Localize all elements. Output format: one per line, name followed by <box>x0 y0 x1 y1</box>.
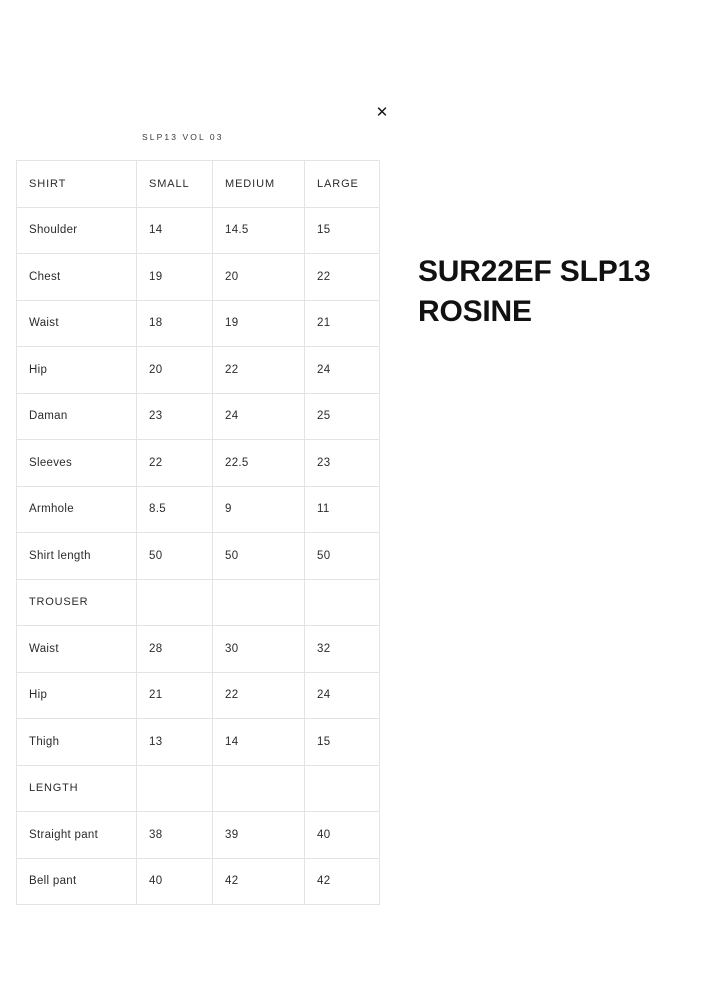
measurement-value: 40 <box>305 812 380 859</box>
table-body <box>17 207 380 905</box>
table-row <box>17 858 380 905</box>
table-row <box>17 300 380 347</box>
column-header-medium: MEDIUM <box>213 161 305 208</box>
measurement-value: 14.5 <box>213 207 305 254</box>
row-label: Shirt length <box>17 533 137 580</box>
measurement-value: 24 <box>213 393 305 440</box>
table-row <box>17 579 380 626</box>
page-title: SUR22EF SLP13 ROSINE <box>418 255 651 328</box>
measurement-value: 13 <box>137 719 213 766</box>
measurement-value: 21 <box>305 300 380 347</box>
measurement-value: 30 <box>213 626 305 673</box>
table-row <box>17 347 380 394</box>
measurement-value: 22.5 <box>213 440 305 487</box>
row-label: LENGTH <box>17 765 137 812</box>
measurement-value: 22 <box>137 440 213 487</box>
measurement-value: 50 <box>213 533 305 580</box>
measurement-value: 8.5 <box>137 486 213 533</box>
measurement-value: 20 <box>137 347 213 394</box>
row-label: Waist <box>17 300 137 347</box>
measurement-value <box>213 765 305 812</box>
measurement-value: 42 <box>305 858 380 905</box>
measurement-value: 14 <box>213 719 305 766</box>
table-row <box>17 533 380 580</box>
table-row <box>17 207 380 254</box>
table-header-row <box>17 161 380 208</box>
table-row <box>17 626 380 673</box>
row-label: Chest <box>17 254 137 301</box>
measurement-value: 32 <box>305 626 380 673</box>
measurement-value: 23 <box>137 393 213 440</box>
row-label: Hip <box>17 672 137 719</box>
row-label: Sleeves <box>17 440 137 487</box>
table-row <box>17 440 380 487</box>
measurement-value: 40 <box>137 858 213 905</box>
size-chart-table <box>16 160 380 905</box>
row-label: Thigh <box>17 719 137 766</box>
measurement-value: 50 <box>137 533 213 580</box>
measurement-value <box>305 765 380 812</box>
row-label: TROUSER <box>17 579 137 626</box>
measurement-value: 39 <box>213 812 305 859</box>
measurement-value: 9 <box>213 486 305 533</box>
measurement-value: 22 <box>305 254 380 301</box>
measurement-value: 22 <box>213 672 305 719</box>
table-row <box>17 393 380 440</box>
measurement-value <box>137 765 213 812</box>
measurement-value: 38 <box>137 812 213 859</box>
table-row <box>17 672 380 719</box>
row-label: Armhole <box>17 486 137 533</box>
measurement-value: 20 <box>213 254 305 301</box>
measurement-value: 28 <box>137 626 213 673</box>
measurement-value <box>213 579 305 626</box>
table-row <box>17 719 380 766</box>
measurement-value <box>137 579 213 626</box>
measurement-value: 19 <box>137 254 213 301</box>
measurement-value: 11 <box>305 486 380 533</box>
measurement-value: 50 <box>305 533 380 580</box>
measurement-value: 25 <box>305 393 380 440</box>
row-label: Hip <box>17 347 137 394</box>
measurement-value: 15 <box>305 207 380 254</box>
row-label: Bell pant <box>17 858 137 905</box>
chart-code-label: SLP13 VOL 03 <box>142 132 224 142</box>
table-row <box>17 812 380 859</box>
measurement-value: 42 <box>213 858 305 905</box>
measurement-value: 18 <box>137 300 213 347</box>
measurement-value: 14 <box>137 207 213 254</box>
table-row <box>17 486 380 533</box>
row-label: Daman <box>17 393 137 440</box>
column-header-category: SHIRT <box>17 161 137 208</box>
measurement-value: 22 <box>213 347 305 394</box>
column-header-small: SMALL <box>137 161 213 208</box>
measurement-value: 21 <box>137 672 213 719</box>
row-label: Straight pant <box>17 812 137 859</box>
row-label: Waist <box>17 626 137 673</box>
table-row <box>17 765 380 812</box>
measurement-value: 24 <box>305 672 380 719</box>
close-icon[interactable]: ✕ <box>373 104 391 122</box>
row-label: Shoulder <box>17 207 137 254</box>
table-row <box>17 254 380 301</box>
measurement-value: 23 <box>305 440 380 487</box>
measurement-value: 15 <box>305 719 380 766</box>
measurement-value: 24 <box>305 347 380 394</box>
measurement-value: 19 <box>213 300 305 347</box>
column-header-large: LARGE <box>305 161 380 208</box>
measurement-value <box>305 579 380 626</box>
